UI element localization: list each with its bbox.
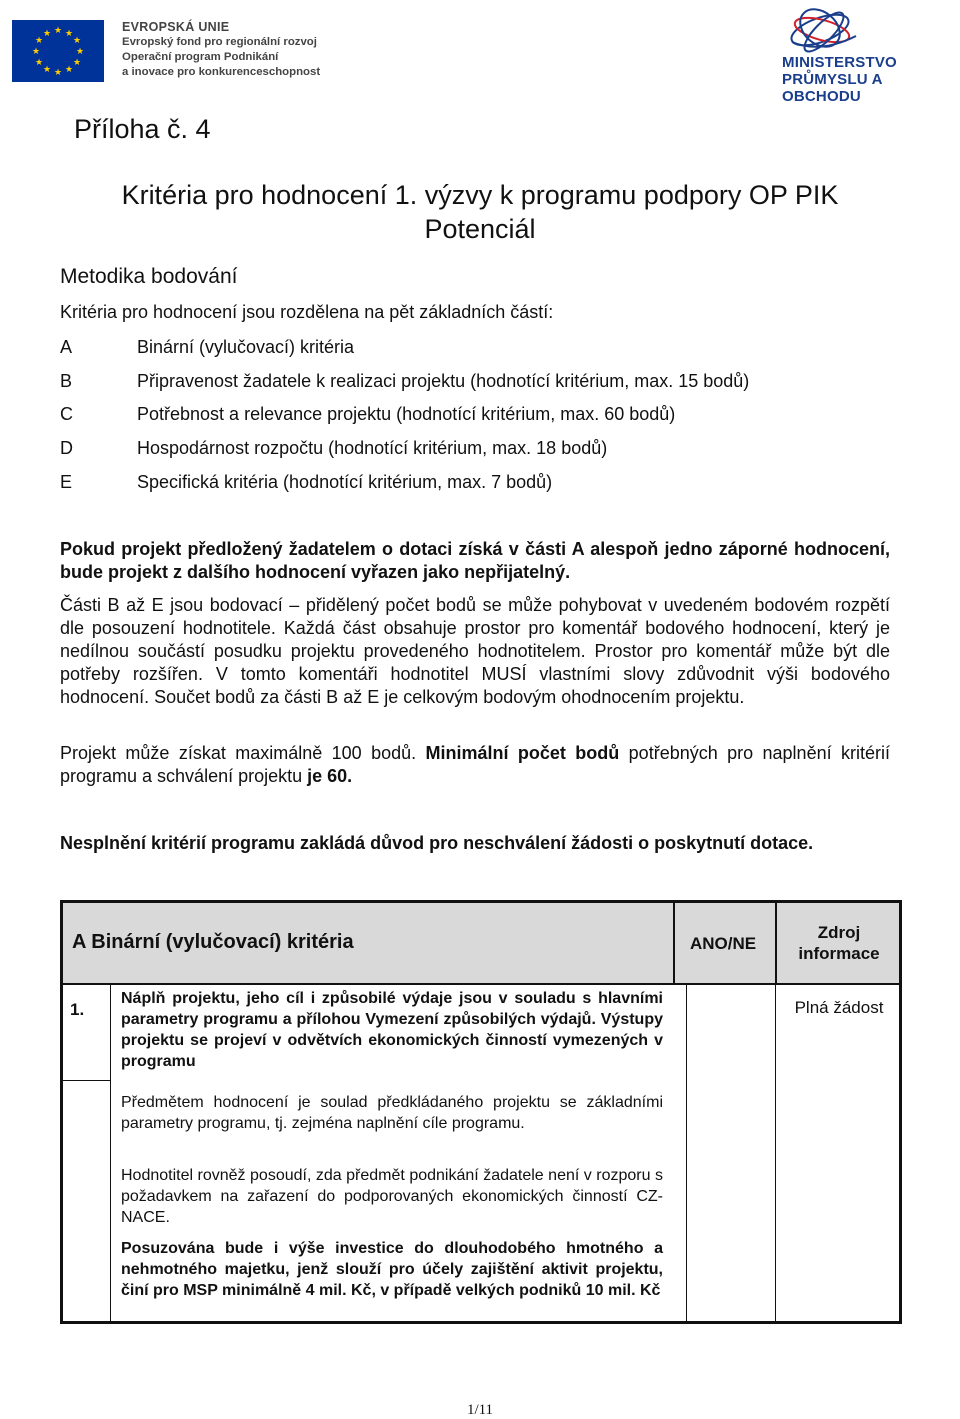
criteria-letter: C — [60, 404, 73, 424]
table-header-title: A Binární (vylučovací) kritéria — [72, 931, 354, 953]
eu-stars-icon — [12, 20, 104, 82]
criteria-letter: E — [60, 472, 73, 492]
svg-text:★: ★ — [64, 65, 74, 75]
col-divider-zdroj — [775, 985, 776, 1321]
min-points-label: Minimální počet bodů — [425, 743, 620, 763]
eu-line3: Operační program Podnikání — [122, 51, 279, 63]
criteria-text: Binární (vylučovací) kritéria — [137, 337, 355, 357]
page-title-line1: Kritéria pro hodnocení 1. výzvy k programu podpory OP PIK — [121, 180, 839, 210]
svg-text:★: ★ — [64, 29, 74, 39]
svg-text:★: ★ — [42, 65, 52, 75]
criteria-letter: D — [60, 438, 73, 458]
criteria-text: Připravenost žadatele k realizaci projektu (hodnotící kritérium, max. 15 bodů) — [137, 371, 750, 391]
criteria-letter: B — [60, 371, 73, 391]
intro-text: Kritéria pro hodnocení jsou rozdělena na pět základních částí: — [60, 302, 554, 322]
min-points-text: potřebných pro naplnění kritérií programu a schválení projektu — [60, 743, 890, 786]
svg-text:★: ★ — [53, 26, 63, 36]
svg-text:★: ★ — [75, 47, 85, 57]
mpo-text — [782, 54, 960, 105]
page-title-line2: Potenciál — [424, 214, 536, 244]
rule-paragraph: Pokud projekt předložený žadatelem o dotaci získá v části A alespoň jedno záporné hodnocení, bude projekt z dalšího hodnocení vyřazen jako nepřijatelný. — [60, 539, 890, 582]
table-header-ano-ne: ANO/NE — [690, 934, 757, 953]
mpo-globe-icon — [780, 6, 960, 56]
svg-text:★: ★ — [53, 68, 63, 78]
page-title — [0, 178, 960, 246]
svg-text:★: ★ — [42, 29, 52, 39]
col-divider-num — [110, 985, 111, 1321]
svg-text:★: ★ — [34, 36, 44, 46]
table-header-zdroj: Zdroj informace — [798, 923, 880, 963]
row-title: Náplň projektu, jeho cíl i způsobilé výdaje jsou v souladu s hlavními parametry programu a přílohou Vymezení způsobilých výdajů. Výstupy projektu se projeví v odvětvích ekonomických činností vymezených v programu — [121, 990, 663, 1070]
eu-line4: a inovace pro konkurenceschopnost — [122, 66, 321, 78]
svg-text:★: ★ — [72, 36, 82, 46]
rejection-statement: Nesplnění kritérií programu zakládá důvod pro neschválení žádosti o poskytnutí dotace. — [60, 833, 814, 853]
mpo-line1: MINISTERSTVO — [782, 54, 897, 71]
section-heading: Metodika bodování — [60, 265, 238, 288]
criteria-letter: A — [60, 337, 73, 357]
criteria-text: Specifická kritéria (hodnotící kritérium, max. 7 bodů) — [137, 472, 553, 492]
row-source: Plná žádost — [794, 998, 884, 1017]
header-divider — [63, 983, 899, 985]
scoring-paragraph: Části B až E jsou bodovací – přidělený počet bodů se může pohybovat v uvedeném bodovém rozpětí dle posouzení hodnotitele. Každá část obsahuje prostor pro komentář bodového hodnocení, který je nedílnou součástí posudku projektu provedeného hodnotitelem. Prostor pro komentář může být dle potřeby rozšířen. V tomto komentáři hodnotitel MUSÍ vlastními slovy zdůvodnit výši bodového hodnocení. Součet bodů za části B až E je celkovým bodovým ohodnocením projektu. — [60, 595, 890, 707]
row-paragraph-3: Posuzována bude i výše investice do dlouhodobého hmotného a nehmotného majetku, jenž slouží pro účely zajištění aktivit projektu, činí pro MSP minimálně 4 mil. Kč, v případě velkých podniků 10 mil. Kč — [121, 1240, 663, 1299]
max-points-paragraph — [60, 742, 890, 788]
min-points-value: je 60. — [307, 766, 353, 786]
svg-text:★: ★ — [31, 47, 41, 57]
annex-label: Příloha č. 4 — [74, 114, 211, 144]
max-points-text: Projekt může získat maximálně 100 bodů. — [60, 743, 426, 763]
svg-text:★: ★ — [34, 58, 44, 68]
criteria-text: Potřebnost a relevance projektu (hodnotící kritérium, max. 60 bodů) — [137, 404, 676, 424]
col-divider-header-1 — [673, 903, 675, 984]
eu-text-block — [122, 20, 320, 80]
col-divider-header-2 — [775, 903, 777, 984]
row-number: 1. — [70, 1000, 85, 1019]
eu-flag-logo — [12, 20, 104, 82]
row-paragraph-2: Hodnotitel rovněž posoudí, zda předmět podnikání žadatele není v rozporu s požadavkem na zařazení do podporovaných ekonomických činností CZ-NACE. — [121, 1167, 663, 1226]
svg-text:★: ★ — [72, 58, 82, 68]
mpo-line2: PRŮMYSLU A OBCHODU — [782, 71, 883, 105]
num-row-divider — [63, 1080, 111, 1081]
criteria-text: Hospodárnost rozpočtu (hodnotící kritérium, max. 18 bodů) — [137, 438, 608, 458]
col-divider-ano — [686, 985, 687, 1321]
row-paragraph-1: Předmětem hodnocení je soulad předkládaného projektu se základními parametry programu, tj. zejména naplnění cíle programu. — [121, 1094, 663, 1132]
eu-line1: EVROPSKÁ UNIE — [122, 20, 230, 34]
page-number: 1/11 — [466, 1402, 494, 1418]
eu-line2: Evropský fond pro regionální rozvoj — [122, 36, 317, 48]
